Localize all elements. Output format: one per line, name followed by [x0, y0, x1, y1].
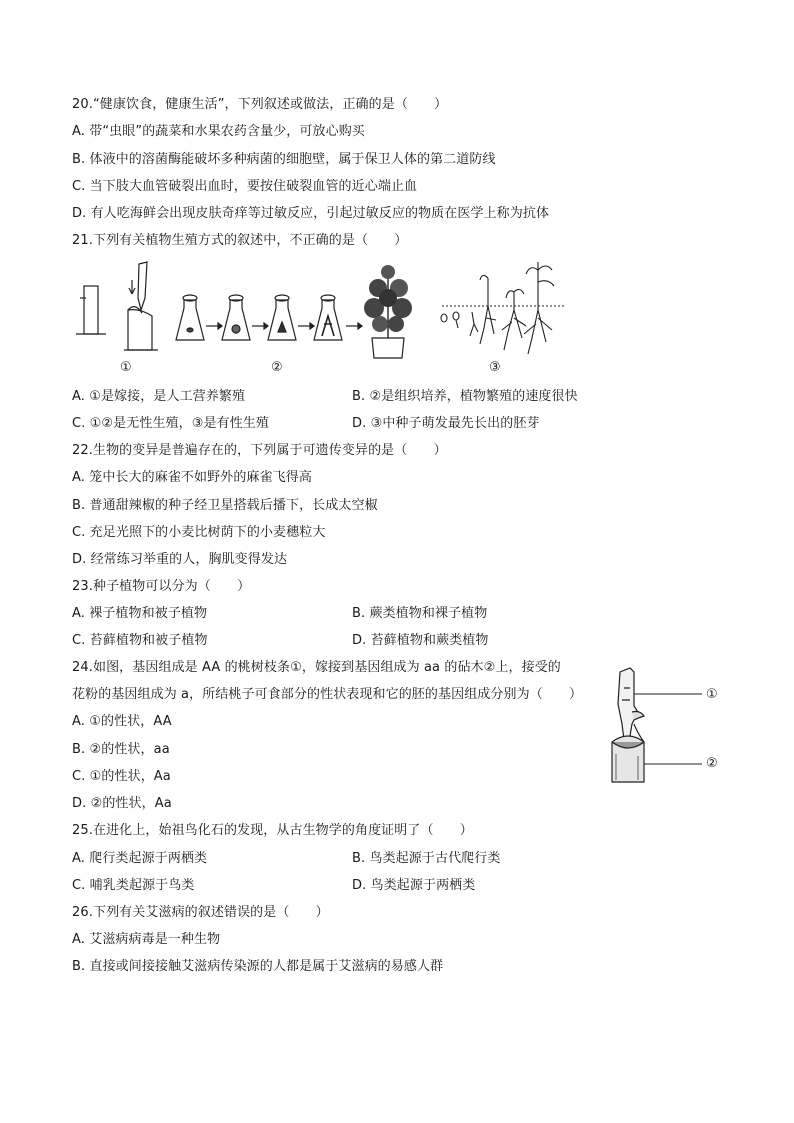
q23-option-a: A. 裸子植物和被子植物 — [72, 606, 208, 621]
q21-option-a: A. ①是嫁接，是人工营养繁殖 — [72, 389, 246, 404]
q20-stem: 20.“健康饮食，健康生活”，下列叙述或做法，正确的是（ ） — [72, 97, 448, 112]
q21-figure-label-2: ② — [271, 360, 283, 375]
q22-option-b: B. 普通甜辣椒的种子经卫星搭载后播下，长成太空椒 — [72, 498, 378, 513]
q24-option-a: A. ①的性状，AA — [72, 714, 172, 729]
q21-figure-label-3: ③ — [489, 360, 501, 375]
potted-plant-drawing — [364, 265, 412, 358]
q24-option-b: B. ②的性状，aa — [72, 742, 170, 757]
q24-figure — [604, 664, 718, 784]
q21-option-c: C. ①②是无性生殖，③是有性生殖 — [72, 416, 270, 431]
q20-option-c: C. 当下肢大血管破裂出血时，要按住破裂血管的近心端止血 — [72, 179, 418, 194]
q23-option-b: B. 蕨类植物和裸子植物 — [352, 606, 488, 621]
q20-option-b: B. 体液中的溶菌酶能破坏多种病菌的细胞壁，属于保卫人体的第二道防线 — [72, 152, 496, 167]
q24-stem-line-1: 24.如图，基因组成是 AA 的桃树枝条①，嫁接到基因组成为 aa 的砧木②上，接受的 — [72, 660, 561, 675]
q21-option-b: B. ②是组织培养，植物繁殖的速度很快 — [352, 389, 578, 404]
grafting-drawing — [76, 262, 158, 350]
q22-option-d: D. 经常练习举重的人，胸肌变得发达 — [72, 552, 288, 567]
q24-figure-label-2: ② — [706, 756, 718, 771]
q24-figure-label-1: ① — [706, 687, 718, 702]
q25-option-d: D. 鸟类起源于两栖类 — [352, 878, 476, 893]
q21-figure — [72, 258, 572, 375]
q25-option-c: C. 哺乳类起源于鸟类 — [72, 878, 195, 893]
q25-option-a: A. 爬行类起源于两栖类 — [72, 851, 208, 866]
q21-option-d: D. ③中种子萌发最先长出的胚芽 — [352, 416, 540, 431]
plant-reproduction-illustration — [72, 258, 572, 360]
q21-figure-label-1: ① — [120, 360, 132, 375]
q26-stem: 26.下列有关艾滋病的叙述错误的是（ ） — [72, 905, 329, 920]
q26-option-b: B. 直接或间接接触艾滋病传染源的人都是属于艾滋病的易感人群 — [72, 959, 444, 974]
q25-option-b: B. 鸟类起源于古代爬行类 — [352, 851, 501, 866]
seed-germination-drawing — [441, 262, 564, 354]
q20-option-a: A. 带“虫眼”的蔬菜和水果农药含量少，可放心购买 — [72, 124, 365, 139]
q24-option-c: C. ①的性状，Aa — [72, 769, 171, 784]
q26-option-a: A. 艾滋病病毒是一种生物 — [72, 932, 221, 947]
q23-option-c: C. 苔藓植物和被子植物 — [72, 633, 208, 648]
q20-option-d: D. 有人吃海鲜会出现皮肤奇痒等过敏反应，引起过敏反应的物质在医学上称为抗体 — [72, 206, 550, 221]
q23-option-d: D. 苔藓植物和蕨类植物 — [352, 633, 489, 648]
tissue-culture-drawing — [176, 295, 342, 340]
q21-stem: 21.下列有关植物生殖方式的叙述中，不正确的是（ ） — [72, 233, 408, 248]
q23-stem: 23.种子植物可以分为（ ） — [72, 579, 251, 594]
q24-option-d: D. ②的性状，Aa — [72, 796, 172, 811]
q22-option-c: C. 充足光照下的小麦比树荫下的小麦穗粒大 — [72, 525, 326, 540]
q22-stem: 22.生物的变异是普遍存在的，下列属于可遗传变异的是（ ） — [72, 443, 447, 458]
q22-option-a: A. 笼中长大的麻雀不如野外的麻雀飞得高 — [72, 470, 312, 485]
graft-scion-stock-illustration — [604, 664, 708, 784]
q25-stem: 25.在进化上，始祖鸟化石的发现，从古生物学的角度证明了（ ） — [72, 823, 473, 838]
q24-stem-line-2: 花粉的基因组成为 a，所结桃子可食部分的性状表现和它的胚的基因组成分别为（ ） — [72, 687, 583, 702]
